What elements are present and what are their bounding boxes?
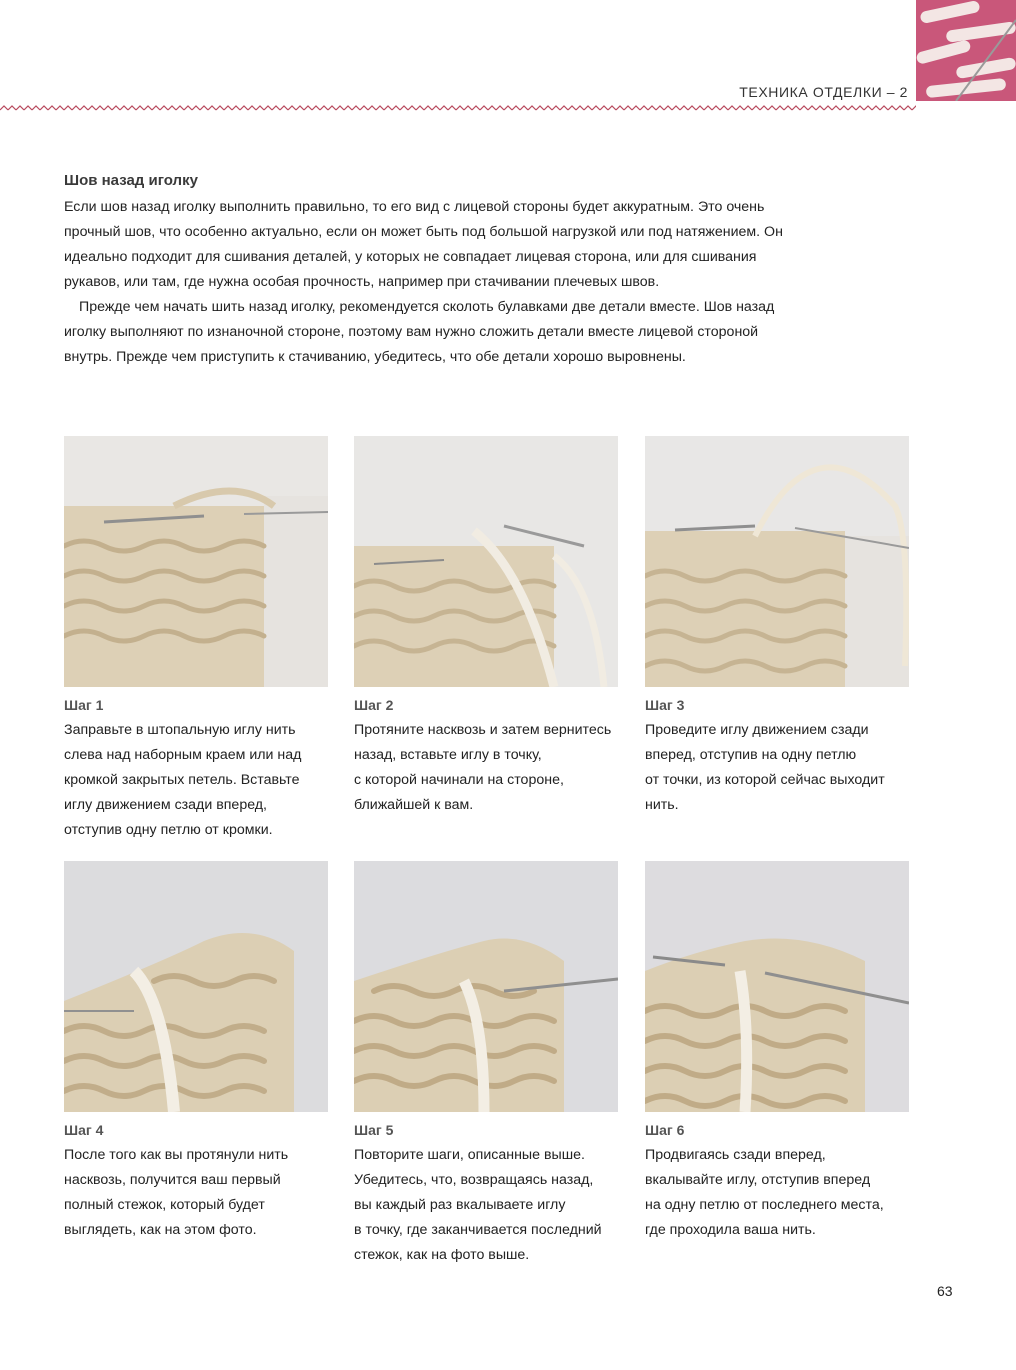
step-4-title: Шаг 4 <box>64 1122 104 1138</box>
step-4-text: После того как вы протянули нить насквозь, получится ваш первый полный стежок, который будет выглядеть, как на этом фото. <box>64 1147 289 1238</box>
step-1-photo <box>64 436 328 687</box>
step-6-title: Шаг 6 <box>645 1122 685 1138</box>
step-6-text: Продвигаясь сзади вперед, вкалывайте иглу, отступив вперед на одну петлю от последнего места, где проходила ваша нить. <box>645 1147 884 1238</box>
intro-text <box>64 195 784 370</box>
step-2-photo <box>354 436 618 687</box>
step-5-title: Шаг 5 <box>354 1122 394 1138</box>
step-4-photo <box>64 861 328 1112</box>
page-number: 63 <box>937 1283 953 1299</box>
step-3-text: Проведите иглу движением сзади вперед, отступив на одну петлю от точки, из которой сейчас выходит нить. <box>645 722 885 813</box>
decorative-zigzag-divider <box>0 103 916 113</box>
knitting-thumbnail-image <box>916 0 1016 101</box>
step-1-title: Шаг 1 <box>64 697 104 713</box>
step-3-photo <box>645 436 909 687</box>
intro-paragraph: Прежде чем начать шить назад иголку, рекомендуется сколоть булавками две детали вместе. Шов назад иголку выполняют по изнаночной стороне, поэтому вам нужно сложить детали вместе лицевой стороной внутрь. Прежде чем приступить к стачиванию, убедитесь, что обе детали хорошо выровнены. <box>64 299 775 365</box>
step-5-text: Повторите шаги, описанные выше. Убедитесь, что, возвращаясь назад, вы каждый раз вкалываете иглу в точку, где заканчивается последний стежок, как на фото выше. <box>354 1147 602 1263</box>
step-2-text: Протяните насквозь и затем вернитесь назад, вставьте иглу в точку, с которой начинали на стороне, ближайшей к вам. <box>354 722 612 813</box>
step-6-photo <box>645 861 909 1112</box>
section-heading: Шов назад иголку <box>64 172 198 189</box>
step-3-title: Шаг 3 <box>645 697 685 713</box>
running-head: ТЕХНИКА ОТДЕЛКИ – 2 <box>739 84 908 100</box>
intro-paragraph: Если шов назад иголку выполнить правильно, то его вид с лицевой стороны будет аккуратным. Это очень прочный шов, что особенно актуально, если он может быть под большой нагрузкой или под натяжением. Он идеально подходит для сшивания деталей, у которых не совпадает лицевая сторона, или для сшивания рукавов, или там, где нужна особая прочность, например при стачивании плечевых швов. <box>64 199 783 290</box>
step-1-text: Заправьте в штопальную иглу нить слева над наборным краем или над кромкой закрытых петель. Вставьте иглу движением сзади вперед, отступив одну петлю от кромки. <box>64 722 302 838</box>
step-5-photo <box>354 861 618 1112</box>
step-2-title: Шаг 2 <box>354 697 394 713</box>
